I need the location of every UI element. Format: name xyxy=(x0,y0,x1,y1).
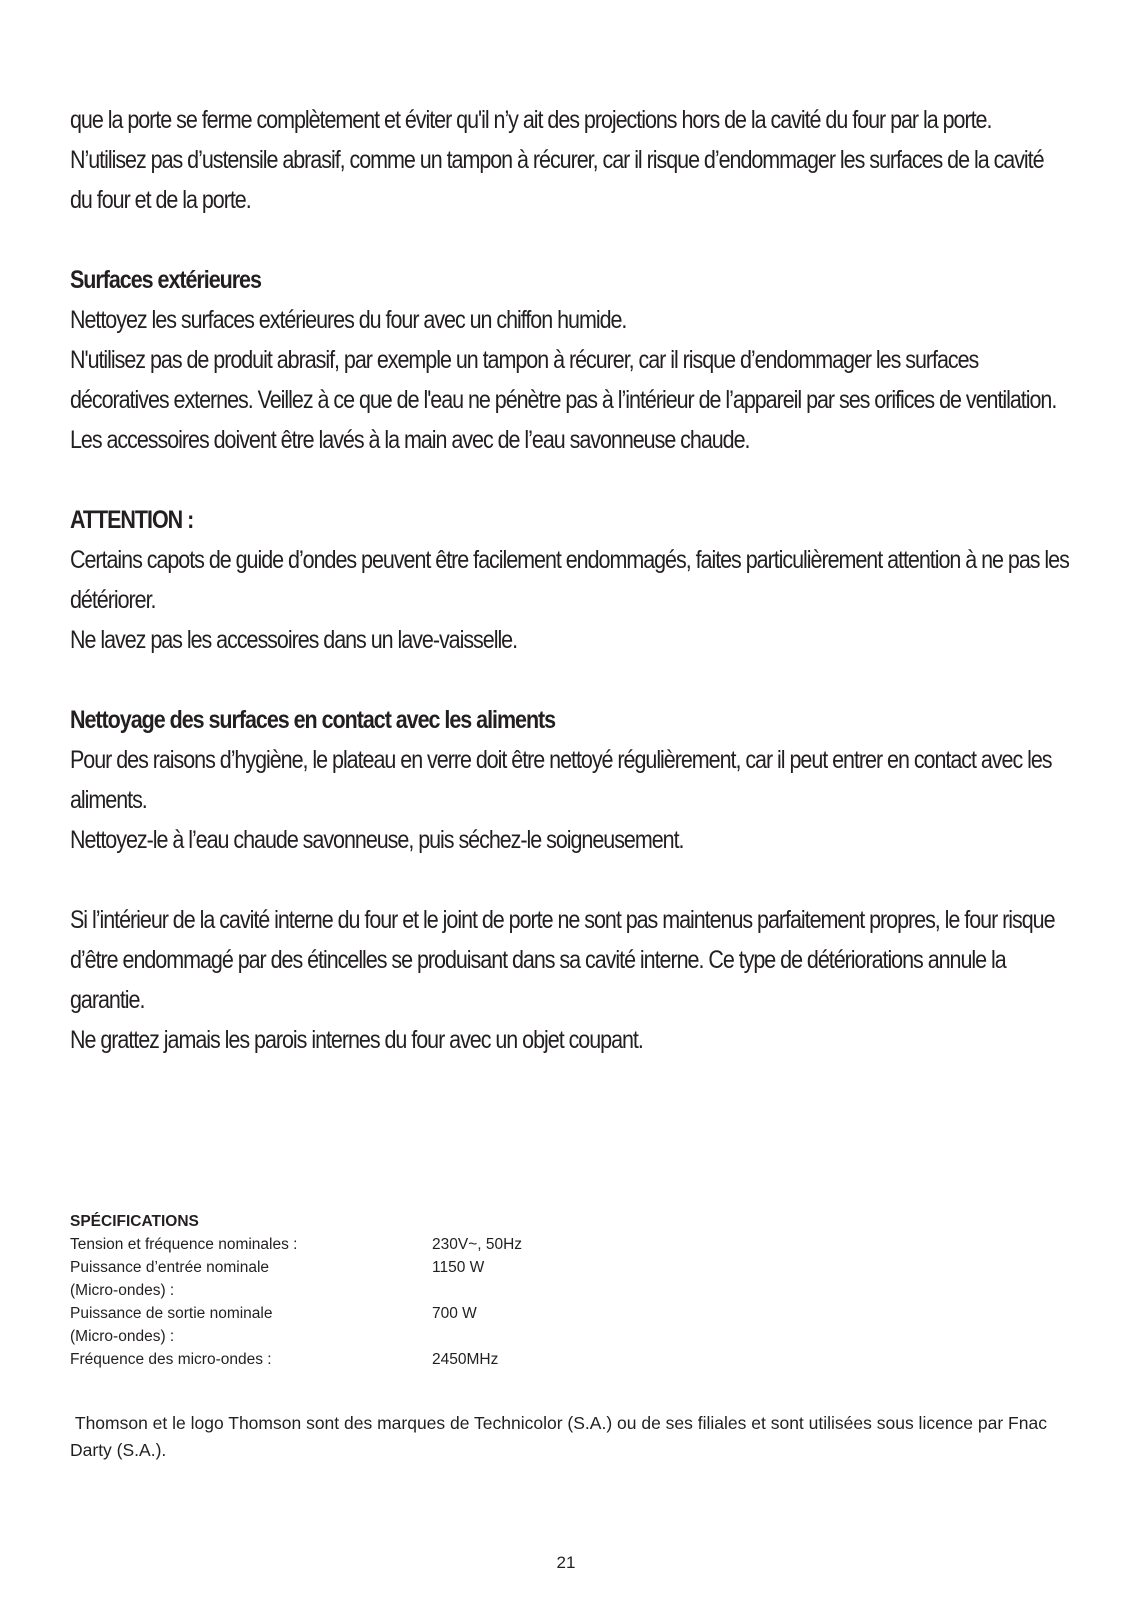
document-body xyxy=(70,100,1070,1060)
spec-label: (Micro-ondes) : xyxy=(70,1328,175,1345)
page-number: 21 xyxy=(556,1553,576,1572)
specifications-block xyxy=(70,1210,522,1371)
exterior-paragraph-3: Les accessoires doivent être lavés à la main avec de l’eau savonneuse chaude. xyxy=(70,426,750,454)
intro-paragraph-2: N’utilisez pas d’ustensile abrasif, comme un tampon à récurer, car il risque d’endommager les surfaces de la cavité du four et de la porte. xyxy=(70,146,1044,214)
exterior-paragraph-1: Nettoyez les surfaces extérieures du four avec un chiffon humide. xyxy=(70,306,627,334)
spec-value: 1150 W xyxy=(432,1259,485,1276)
warning-paragraph-2: Ne grattez jamais les parois internes du four avec un objet coupant. xyxy=(70,1026,643,1054)
spec-row xyxy=(70,1233,522,1256)
spec-row xyxy=(70,1279,522,1302)
food-contact-paragraph-1: Pour des raisons d’hygiène, le plateau en verre doit être nettoyé régulièrement, car il peut entrer en contact avec les aliments. xyxy=(70,746,1052,814)
spec-label: (Micro-ondes) : xyxy=(70,1282,175,1299)
attention-paragraph-1: Certains capots de guide d’ondes peuvent être facilement endommagés, faites particulièrement attention à ne pas les détériorer. xyxy=(70,546,1069,614)
attention-paragraph-2: Ne lavez pas les accessoires dans un lave-vaisselle. xyxy=(70,626,518,654)
spec-value: 230V~, 50Hz xyxy=(432,1236,523,1253)
food-contact-paragraph-2: Nettoyez-le à l’eau chaude savonneuse, puis séchez-le soigneusement. xyxy=(70,826,684,854)
trademark-notice: Thomson et le logo Thomson sont des marques de Technicolor (S.A.) ou de ses filiales et sont utilisées sous licence par Fnac Darty (S.A.). xyxy=(70,1413,1052,1460)
intro-paragraph-1: que la porte se ferme complètement et éviter qu'il n’y ait des projections hors de la cavité du four par la porte. xyxy=(70,106,992,134)
main-text xyxy=(70,100,1070,1060)
spec-row xyxy=(70,1302,522,1325)
spec-row xyxy=(70,1348,522,1371)
spec-row xyxy=(70,1256,522,1279)
spec-value: 2450MHz xyxy=(432,1351,499,1368)
spec-value: 700 W xyxy=(432,1305,477,1322)
specifications-title: SPÉCIFICATIONS xyxy=(70,1213,199,1230)
food-contact-heading: Nettoyage des surfaces en contact avec les aliments xyxy=(70,706,556,734)
warning-paragraph-1: Si l’intérieur de la cavité interne du four et le joint de porte ne sont pas maintenus parfaitement propres, le four risque d’être endommagé par des étincelles se produisant dans sa cavité interne. Ce type de détériorations annule la garantie. xyxy=(70,906,1055,1014)
exterior-paragraph-2: N'utilisez pas de produit abrasif, par exemple un tampon à récurer, car il risque d’endommager les surfaces décoratives externes. Veillez à ce que de l'eau ne pénètre pas à l’intérieur de l’appareil par ses orifices de ventilation. xyxy=(70,346,1057,414)
exterior-heading: Surfaces extérieures xyxy=(70,266,261,294)
spec-label: Tension et fréquence nominales : xyxy=(70,1236,298,1253)
spec-label: Fréquence des micro-ondes : xyxy=(70,1351,272,1368)
spec-row xyxy=(70,1325,522,1348)
spec-label: Puissance de sortie nominale xyxy=(70,1305,273,1322)
attention-heading: ATTENTION : xyxy=(70,506,194,534)
spec-label: Puissance d’entrée nominale xyxy=(70,1259,270,1276)
